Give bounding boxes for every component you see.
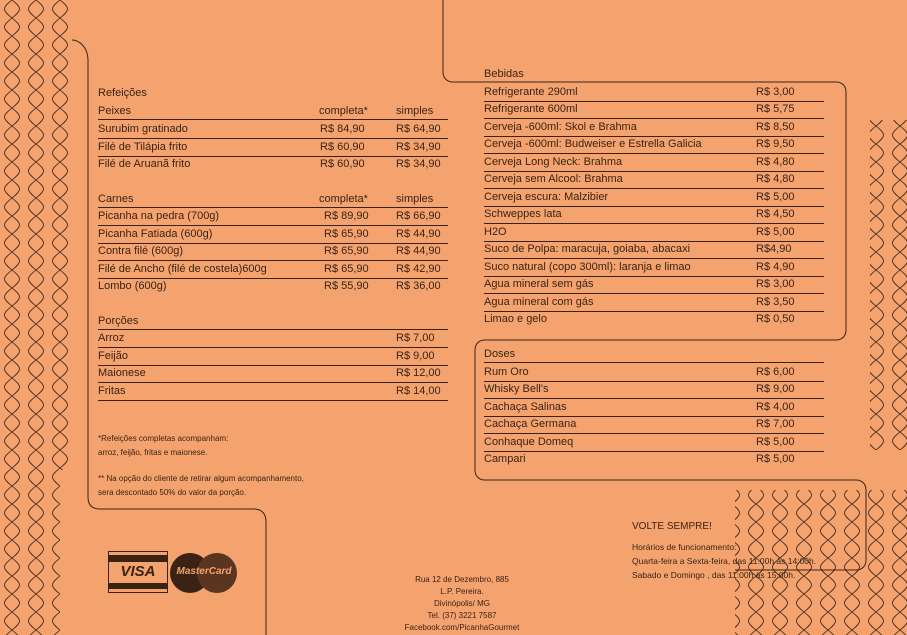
item-price: R$ 9,50 — [756, 138, 795, 150]
item-name: Maionese — [98, 367, 146, 379]
table-row — [98, 330, 448, 348]
item-name: Refrigerante 600ml — [484, 103, 578, 115]
item-price-simples: R$ 42,90 — [396, 263, 441, 275]
item-price-completa: R$ 65,90 — [324, 228, 369, 240]
table-row — [98, 278, 448, 295]
carnes-title: Carnes — [98, 193, 134, 205]
table-row — [484, 259, 824, 277]
item-price: R$ 8,50 — [756, 121, 795, 133]
note-line: *Refeições completas acompanham: — [98, 434, 229, 443]
hours-line: Quarta-feira a Sexta-feira, das 11:00h às 14:00h. — [632, 556, 817, 566]
item-name: Cerveja -600ml: Skol e Brahma — [484, 121, 637, 133]
item-name: Conhaque Domeq — [484, 436, 574, 448]
item-price-completa: R$ 60,90 — [320, 141, 365, 153]
item-name: Lombo (600g) — [98, 280, 167, 292]
item-price-simples: R$ 34,90 — [396, 141, 441, 153]
item-name: Filé de Tilápia frito — [98, 141, 188, 153]
note-line: sera descontado 50% do valor da porção. — [98, 488, 247, 497]
peixes-col-simples: simples — [396, 105, 434, 117]
item-name: Surubim gratinado — [98, 123, 188, 135]
table-row — [484, 224, 824, 242]
item-price-simples: R$ 44,90 — [396, 228, 441, 240]
carnes-col-simples: simples — [396, 193, 434, 205]
address-block — [362, 574, 562, 634]
table-row — [484, 119, 824, 137]
item-price: R$ 9,00 — [756, 383, 795, 395]
item-price-completa: R$ 65,90 — [324, 245, 369, 257]
table-row — [484, 399, 824, 417]
table-row — [484, 154, 824, 172]
refeicoes-title: Refeições — [98, 87, 147, 99]
table-row — [98, 383, 448, 401]
item-name: Cachaça Salinas — [484, 401, 567, 413]
notes — [98, 432, 304, 500]
porcoes-header — [98, 314, 448, 330]
table-row — [484, 276, 824, 294]
visa-logo — [108, 551, 168, 593]
bebidas-title: Bebidas — [484, 68, 524, 80]
peixes-col-completa: completa* — [319, 105, 368, 117]
table-row — [98, 208, 448, 226]
item-price: R$ 9,00 — [396, 350, 435, 362]
hours-line: Horários de funcionamento: — [632, 542, 737, 552]
table-row — [98, 226, 448, 244]
table-row — [484, 364, 824, 382]
item-price: R$ 12,00 — [396, 367, 441, 379]
item-price: R$ 4,00 — [756, 401, 795, 413]
facebook-line: Facebook.com/PicanhaGourmet — [404, 623, 520, 632]
item-price: R$ 4,50 — [756, 208, 795, 220]
item-name: H2O — [484, 226, 507, 238]
peixes-title: Peixes — [98, 105, 132, 117]
table-row — [98, 156, 448, 173]
table-row — [484, 451, 824, 468]
item-price: R$ 4,90 — [756, 261, 795, 273]
item-price: R$ 3,00 — [756, 86, 795, 98]
item-name: Feijão — [98, 350, 128, 362]
item-price: R$ 4,80 — [756, 173, 795, 185]
table-row — [484, 101, 824, 119]
note-line: arroz, feijão, fritas e maionese. — [98, 448, 208, 457]
item-name: Cerveja -600ml: Budweiser e Estrella Galicia — [484, 138, 702, 150]
table-row — [484, 189, 824, 207]
item-price-completa: R$ 84,90 — [320, 123, 365, 135]
opening-hours — [632, 540, 816, 582]
table-row — [98, 121, 448, 139]
table-row — [484, 294, 824, 312]
item-price: R$ 5,00 — [756, 191, 795, 203]
item-price-completa: R$ 65,90 — [324, 263, 369, 275]
item-name: Cerveja escura: Malzibier — [484, 191, 609, 203]
address-line: Divinópolis/ MG — [433, 599, 490, 608]
item-name: Picanha Fatiada (600g) — [98, 228, 213, 240]
item-price: R$ 14,00 — [396, 385, 441, 397]
item-name: Contra filé (600g) — [98, 245, 183, 257]
item-name: Suco de Polpa: maracuja, goiaba, abacaxi — [484, 243, 691, 255]
item-price: R$ 5,00 — [756, 453, 795, 465]
address-line: L.P. Pereira. — [440, 587, 484, 596]
peixes-header — [98, 104, 448, 120]
phone-line: Tel. (37) 3221 7587 — [427, 611, 497, 620]
table-row — [484, 381, 824, 399]
item-price: R$ 4,80 — [756, 156, 795, 168]
item-name: Cerveja sem Alcool: Brahma — [484, 173, 623, 185]
table-row — [484, 416, 824, 434]
volte-sempre-title: VOLTE SEMPRE! — [632, 521, 712, 532]
table-row — [98, 348, 448, 366]
item-name: Limao e gelo — [484, 313, 547, 325]
item-name: Suco natural (copo 300ml): laranja e limao — [484, 261, 691, 273]
hours-line: Sabado e Domingo , das 11:00h às 15:00h. — [632, 570, 796, 580]
item-price: R$ 5,75 — [756, 103, 795, 115]
table-row — [98, 139, 448, 157]
visa-logo-text: VISA — [120, 563, 156, 580]
item-price: R$4,90 — [756, 243, 792, 255]
item-name: Picanha na pedra (700g) — [98, 210, 220, 222]
item-name: Filé de Ancho (filé de costela)600g — [98, 263, 267, 275]
table-row — [484, 171, 824, 189]
carnes-header — [98, 192, 448, 208]
item-price: R$ 7,00 — [756, 418, 795, 430]
item-name: Whisky Bell's — [484, 383, 549, 395]
item-price-simples: R$ 44,90 — [396, 245, 441, 257]
item-price: R$ 3,00 — [756, 278, 795, 290]
item-name: Schweppes lata — [484, 208, 562, 220]
item-price: R$ 6,00 — [756, 366, 795, 378]
item-price-simples: R$ 66,90 — [396, 210, 441, 222]
table-row — [484, 434, 824, 452]
item-price: R$ 5,00 — [756, 226, 795, 238]
note-line: ** Na opção do cliente de retirar algum acompanhamento, — [98, 474, 304, 483]
item-price-completa: R$ 89,90 — [324, 210, 369, 222]
item-name: Rum Oro — [484, 366, 529, 378]
item-price-completa: R$ 60,90 — [320, 158, 365, 170]
table-row — [484, 241, 824, 259]
table-row — [484, 136, 824, 154]
mastercard-logo-text: MasterCard — [176, 566, 232, 577]
item-name: Campari — [484, 453, 526, 465]
item-name: Arroz — [98, 332, 125, 344]
doses-title: Doses — [484, 348, 516, 360]
item-price-simples: R$ 34,90 — [396, 158, 441, 170]
item-price-simples: R$ 36,00 — [396, 280, 441, 292]
item-name: Agua mineral sem gás — [484, 278, 594, 290]
item-name: Cachaça Germana — [484, 418, 577, 430]
item-price-simples: R$ 64,90 — [396, 123, 441, 135]
item-price-completa: R$ 55,90 — [324, 280, 369, 292]
table-row — [98, 261, 448, 279]
table-row — [98, 365, 448, 383]
table-row — [484, 206, 824, 224]
item-price: R$ 3,50 — [756, 296, 795, 308]
item-name: Agua mineral com gás — [484, 296, 594, 308]
item-price: R$ 5,00 — [756, 436, 795, 448]
table-row — [484, 84, 824, 102]
table-row — [484, 311, 824, 328]
item-name: Filé de Aruanã frito — [98, 158, 191, 170]
mastercard-logo — [170, 553, 238, 593]
item-name: Cerveja Long Neck: Brahma — [484, 156, 623, 168]
item-price: R$ 7,00 — [396, 332, 435, 344]
doses-header — [484, 347, 824, 363]
item-name: Refrigerante 290ml — [484, 86, 578, 98]
item-price: R$ 0,50 — [756, 313, 795, 325]
item-name: Fritas — [98, 385, 126, 397]
carnes-col-completa: completa* — [319, 193, 368, 205]
address-line: Rua 12 de Dezembro, 885 — [415, 575, 509, 584]
porcoes-title: Porções — [98, 315, 139, 327]
table-row — [98, 243, 448, 261]
